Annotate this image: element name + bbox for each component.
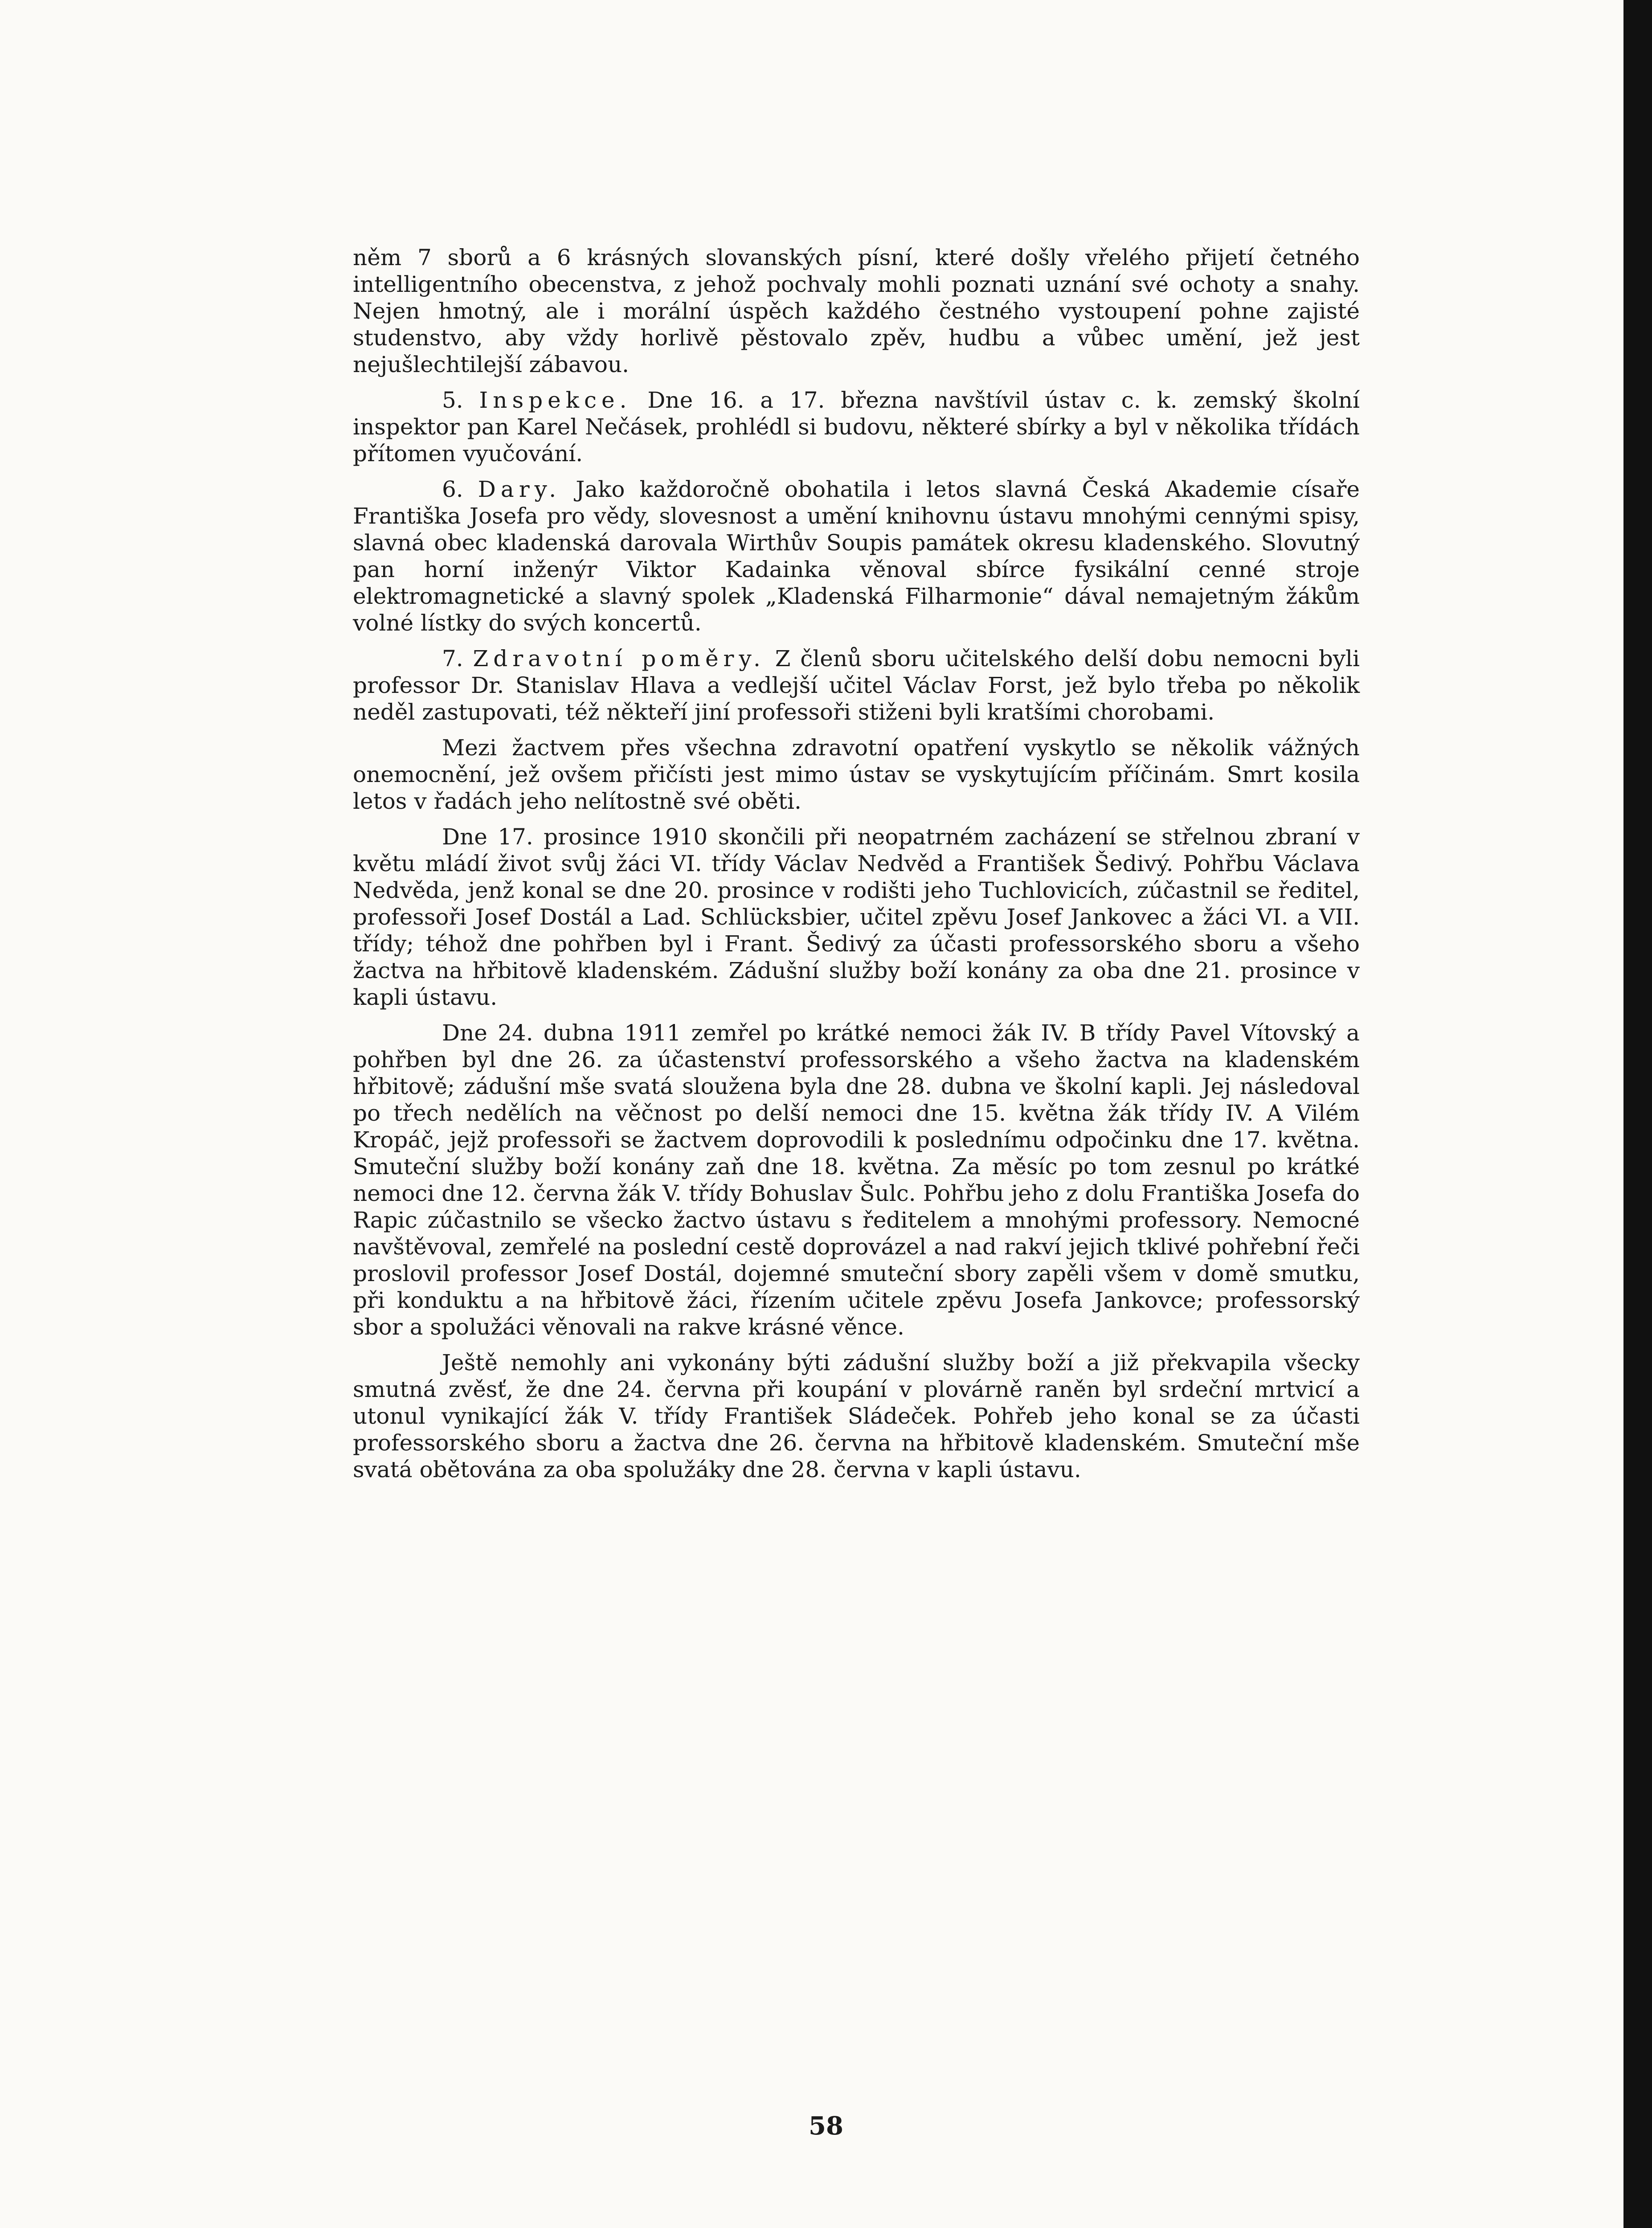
- paragraph-choir-performance: něm 7 sborů a 6 krásných slovanských písní, které došly vřelého přijetí četného intelligentního obecenstva, z jehož pochvaly mohli poznati uznání své ochoty a snahy. Nejen hmotný, ale i morální úspěch každého čestného vystoupení pohne zajisté studenstvo, aby vždy horlivě pěstovalo zpěv, hudbu a vůbec umění, jež jest nejušlechtilejší zábavou.: [353, 245, 1360, 377]
- paragraph-health: [353, 645, 1360, 725]
- section-number-5: 5.: [442, 387, 463, 413]
- paragraph-december-deaths: Dne 17. prosince 1910 skončili při neopatrném zacházení se střelnou zbraní v květu mládí život svůj žáci VI. třídy Václav Nedvěd a František Šedivý. Pohřbu Václava Nedvěda, jenž konal se dne 20. prosince v rodišti jeho Tuchlovicích, zúčastnil se ředitel, professoři Josef Dostál a Lad. Schlücksbier, učitel zpěvu Josef Jankovec a žáci VI. a VII. třídy; téhož dne pohřben byl i Frant. Šedivý za účasti professorského sboru a všeho žactva na hřbitově kladenském. Zádušní služby boží konány za oba dne 21. prosince v kapli ústavu.: [353, 824, 1360, 1010]
- section-text-health: Z členů sboru učitelského delší dobu nemocni byli professor Dr. Stanislav Hlava a vedlejší učitel Václav Forst, jež bylo třeba po několik neděl zastupovati, též někteří jiní professoři stiženi byli kratšími chorobami.: [353, 646, 1360, 725]
- section-number-6: 6.: [442, 476, 463, 502]
- paragraph-student-illness: Mezi žactvem přes všechna zdravotní opatření vyskytlo se několik vážných onemocnění, jež ovšem přičísti jest mimo ústav se vyskytujícím příčinám. Smrt kosila letos v řadách jeho nelítostně své oběti.: [353, 735, 1360, 814]
- section-heading-inspection: Inspekce.: [479, 387, 632, 413]
- section-heading-health: Zdravotní poměry.: [473, 646, 765, 672]
- section-heading-gifts: Dary.: [478, 476, 561, 502]
- paragraph-inspection: [353, 387, 1360, 467]
- body-text: [353, 244, 1360, 1492]
- paragraph-spring-deaths: Dne 24. dubna 1911 zemřel po krátké nemoci žák IV. B třídy Pavel Vítovský a pohřben byl dne 26. za účastenství professorského a všeho žactva na kladenském hřbitově; zádušní mše svatá sloužena byla dne 28. dubna ve školní kapli. Jej následoval po třech nedělích na věčnost po delší nemoci dne 15. května žák třídy IV. A Vilém Kropáč, jejž professoři se žactvem doprovodili k poslednímu odpočinku dne 17. května. Smuteční služby boží konány zaň dne 18. května. Za měsíc po tom zesnul po krátké nemoci dne 12. června žák V. třídy Bohuslav Šulc. Pohřbu jeho z dolu Františka Josefa do Rapic zúčastnilo se všecko žactvo ústavu s ředitelem a mnohými professory. Nemocné navštěvoval, zemřelé na poslední cestě doprovázel a nad rakví jejich tklivé pohřební řeči proslovil professor Josef Dostál, dojemné smuteční sbory zapěli všem v domě smutku, při konduktu a na hřbitově žáci, řízením učitele zpěvu Josefa Jankovce; professorský sbor a spolužáci věnovali na rakve krásné věnce.: [353, 1020, 1360, 1340]
- section-number-7: 7.: [442, 646, 463, 672]
- paragraph-drowning: Ještě nemohly ani vykonány býti zádušní služby boží a již překvapila všecky smutná zvěsť, že dne 24. června při koupání v plovárně raněn byl srdeční mrtvicí a utonul vynikající žák V. třídy František Sládeček. Pohřeb jeho konal se za účasti professorského sboru a žactva dne 26. června na hřbitově kladenském. Smuteční mše svatá obětována za oba spolužáky dne 28. června v kapli ústavu.: [353, 1350, 1360, 1483]
- paragraph-gifts: [353, 476, 1360, 636]
- page-dark-edge: [1623, 0, 1652, 2228]
- section-text-gifts: Jako každoročně obohatila i letos slavná Česká Akademie císaře Františka Josefa pro vědy, slovesnost a umění knihovnu ústavu mnohými cennými spisy, slavná obec kladenská darovala Wirthův Soupis památek okresu kladenského. Slovutný pan horní inženýr Viktor Kadainka věnoval sbírce fysikální cenné stroje elektromagnetické a slavný spolek „Kladenská Filharmonie“ dával nemajetným žákům volné lístky do svých koncertů.: [353, 476, 1360, 636]
- page-number: 58: [809, 2111, 843, 2141]
- section-text-inspection: Dne 16. a 17. března navštívil ústav c. k. zemský školní inspektor pan Karel Nečásek, prohlédl si budovu, některé sbírky a byl v několika třídách přítomen vyučování.: [353, 387, 1360, 467]
